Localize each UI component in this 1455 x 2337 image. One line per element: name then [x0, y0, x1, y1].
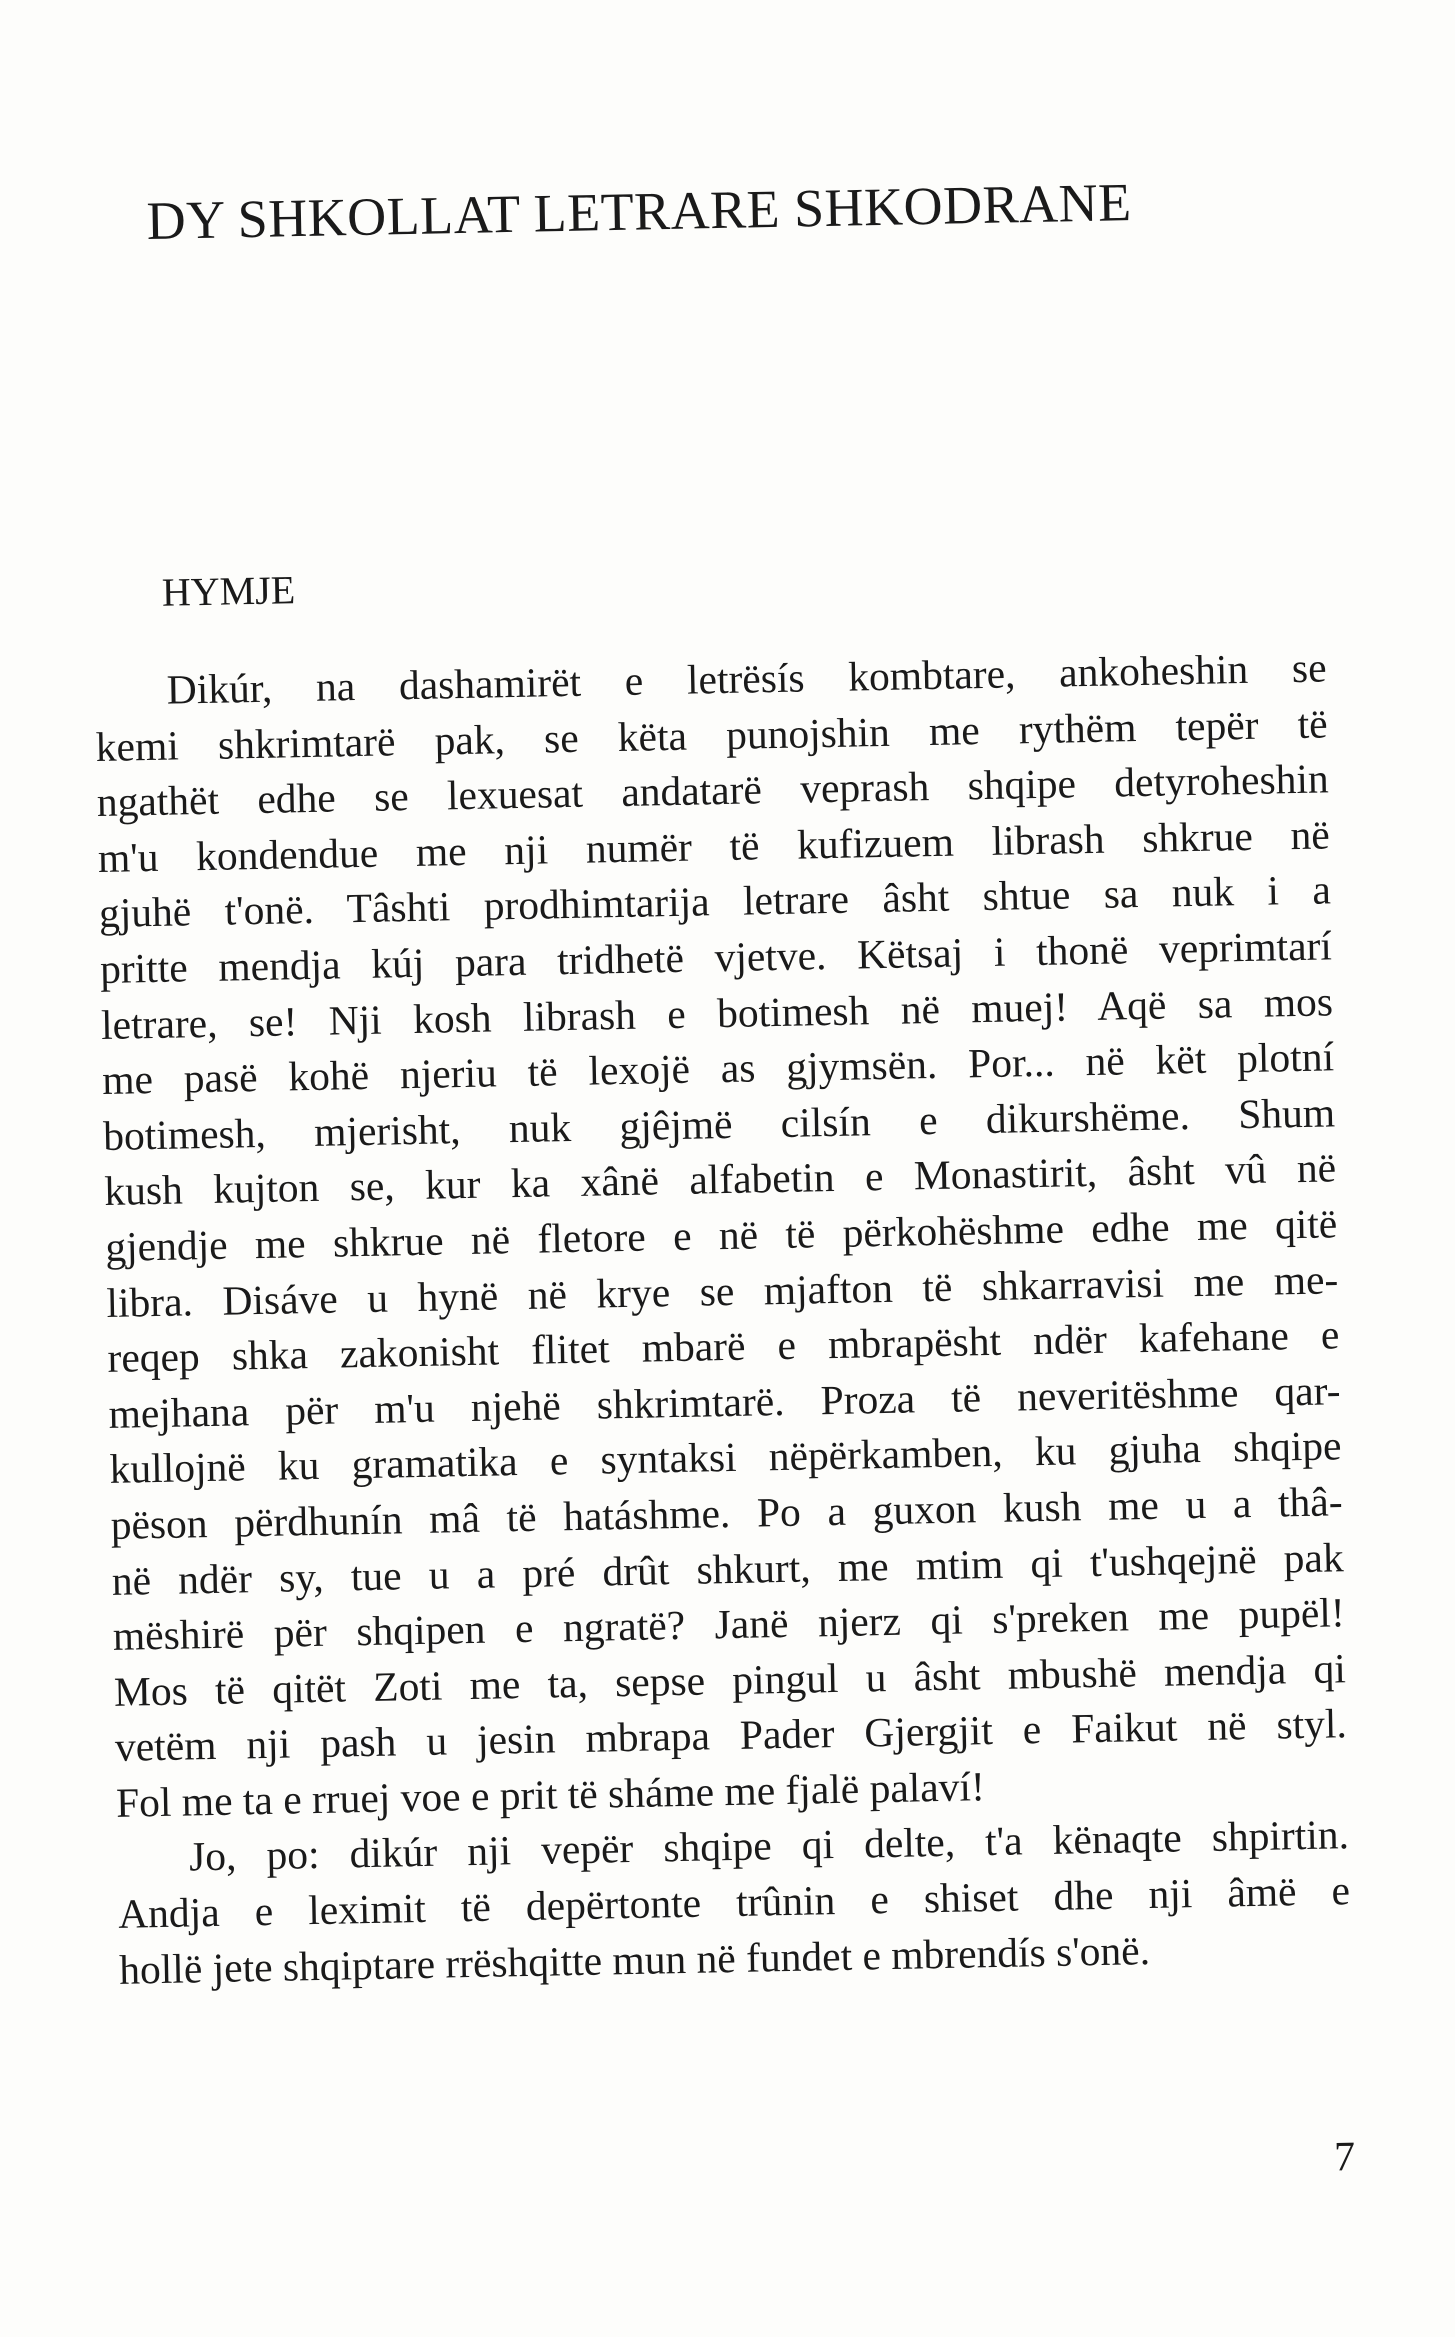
- text-line: pëson përdhunín mâ të hatáshme. Po a guxon kush me u a thâ-: [110, 1478, 1343, 1548]
- text-line: Jo, po: dikúr nji vepër shqipe qi delte, t'a kënaqte shpirtin.: [188, 1811, 1350, 1880]
- text-line: Dikúr, na dashamirët e letrësís kombtare, ankoheshin se: [166, 644, 1327, 713]
- section-heading: HYMJE: [161, 567, 296, 615]
- text-line: mëshirë për shqipen e ngratë? Janë njerz qi s'preken me pupël!: [112, 1589, 1346, 1659]
- text-line: kullojnë ku gramatika e syntaksi nëpërkamben, ku gjuha shqipe: [109, 1422, 1342, 1493]
- text-line: Fol me ta e rruej voe e prit të sháme me fjalë palaví!: [115, 1763, 986, 1826]
- page-number: 7: [1333, 2134, 1356, 2181]
- text-line: kemi shkrimtarë pak, se këta punojshin me rythëm tepër të: [95, 699, 1328, 770]
- chapter-title: DY SHKOLLAT LETRARE SHKODRANE: [146, 172, 1133, 251]
- text-line: libra. Disáve u hynë në krye se mjafton të shkarravisi me me-: [106, 1255, 1339, 1326]
- text-line: reqep shka zakonisht flitet mbarë e mbrapësht ndër kafehane e: [107, 1311, 1340, 1382]
- body-text: [94, 640, 1351, 1998]
- text-line: Mos të qitët Zoti me ta, sepse pingul u âsht mbushë mendja qi: [113, 1644, 1347, 1715]
- text-line: ngathët edhe se lexuesat andatarë veprash shqipe detyroheshin: [96, 755, 1330, 826]
- text-line: me pasë kohë njeriu të lexojë as gjymsën. Por... në kët plotní: [101, 1033, 1335, 1104]
- text-line: m'u kondendue me nji numër të kufizuem librash shkrue në: [97, 811, 1331, 881]
- text-line: letrare, se! Nji kosh librash e botimesh në muej! Aqë sa mos: [100, 977, 1334, 1048]
- paragraph: [117, 1808, 1352, 1998]
- text-line: gjuhë t'onë. Tâshti prodhimtarija letrare âsht shtue sa nuk i a: [98, 866, 1332, 937]
- paragraph: [94, 640, 1348, 1831]
- text-line: Andja e leximit të depërtonte trûnin e shiset dhe nji âmë e: [117, 1867, 1351, 1937]
- text-line: pritte mendja kúj para tridhetë vjetve. Këtsaj i thonë veprimtarí: [99, 922, 1333, 992]
- text-line: në ndër sy, tue u a pré drût shkurt, me mtim qi t'ushqejnë pak: [111, 1533, 1345, 1604]
- text-line: kush kujton se, kur ka xânë alfabetin e Monastirit, âsht vû në: [103, 1144, 1337, 1215]
- text-line: mejhana për m'u njehë shkrimtarë. Proza të neveritëshme qar-: [108, 1366, 1341, 1437]
- text-line: vetëm nji pash u jesin mbrapa Pader Gjergjit e Faikut në styl.: [114, 1700, 1348, 1771]
- text-line: gjendje me shkrue në fletore e në të përkohëshme edhe me qitë: [104, 1200, 1338, 1270]
- text-line: botimesh, mjerisht, nuk gjêjmë cilsín e dikurshëme. Shum: [102, 1089, 1336, 1159]
- text-line: hollë jete shqiptare rrëshqitte mun në fundet e mbrendís s'onë.: [118, 1926, 1151, 1993]
